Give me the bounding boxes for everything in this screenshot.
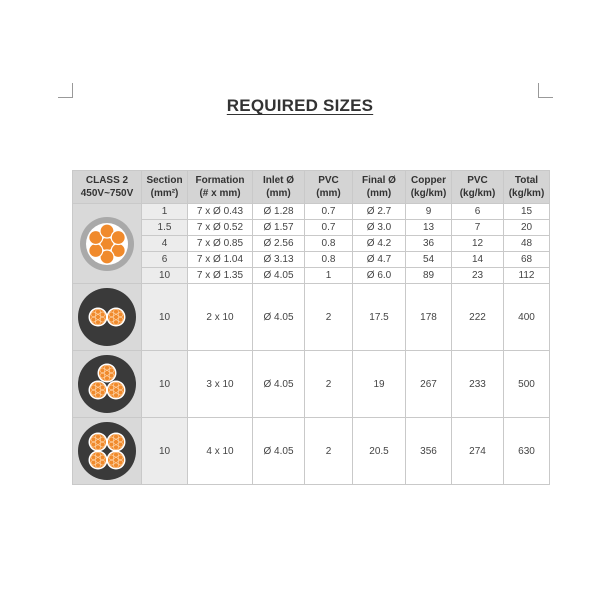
header-line-1: Formation xyxy=(195,175,245,186)
header-line-2: (kg/km) xyxy=(410,188,447,199)
table-cell: 20 xyxy=(504,220,550,236)
table-cell: 20.5 xyxy=(353,418,406,485)
table-cell: Ø 4.2 xyxy=(353,236,406,252)
sizes-table xyxy=(72,170,550,485)
table-cell: 3 x 10 xyxy=(188,351,253,418)
table-row xyxy=(73,252,550,268)
table-cell: 6 xyxy=(452,204,504,220)
table-cell: 0.7 xyxy=(305,220,353,236)
table-cell: Ø 2.56 xyxy=(253,236,305,252)
header-line-1: PVC xyxy=(467,175,488,186)
table-cell: 89 xyxy=(406,268,452,284)
table-cell: 630 xyxy=(504,418,550,485)
table-cell: 9 xyxy=(406,204,452,220)
core-3 xyxy=(107,381,126,400)
table-cell: 222 xyxy=(452,284,504,351)
table-cell: Ø 4.05 xyxy=(253,268,305,284)
section-cell: 10 xyxy=(142,284,188,351)
header-copper xyxy=(406,171,452,204)
header-line-2: (mm²) xyxy=(150,188,179,199)
section-cell: 10 xyxy=(142,351,188,418)
header-row xyxy=(73,171,550,204)
table-cell: 68 xyxy=(504,252,550,268)
core-3 xyxy=(89,451,108,470)
table-row xyxy=(73,268,550,284)
section-cell: 1.5 xyxy=(142,220,188,236)
core-4 xyxy=(107,451,126,470)
table-row xyxy=(73,236,550,252)
table-cell: 7 x Ø 0.85 xyxy=(188,236,253,252)
table-cell: Ø 1.28 xyxy=(253,204,305,220)
header-formation xyxy=(188,171,253,204)
table-cell: 7 x Ø 1.35 xyxy=(188,268,253,284)
table-cell: 17.5 xyxy=(353,284,406,351)
header-final xyxy=(353,171,406,204)
header-total xyxy=(504,171,550,204)
section-cell: 10 xyxy=(142,268,188,284)
table-cell: 7 x Ø 1.04 xyxy=(188,252,253,268)
table-cell: 15 xyxy=(504,204,550,220)
table-row xyxy=(73,418,550,485)
header-inlet xyxy=(253,171,305,204)
table-cell: 274 xyxy=(452,418,504,485)
table-row xyxy=(73,220,550,236)
core-1 xyxy=(89,433,108,452)
page-title: REQUIRED SIZES xyxy=(226,96,374,115)
cable-image-cell xyxy=(73,351,142,418)
table-cell: 267 xyxy=(406,351,452,418)
table-cell: 19 xyxy=(353,351,406,418)
table-row xyxy=(73,284,550,351)
table-cell: 356 xyxy=(406,418,452,485)
table-row xyxy=(73,351,550,418)
core-2 xyxy=(107,433,126,452)
cable-image-cell xyxy=(73,418,142,485)
table-cell: 48 xyxy=(504,236,550,252)
section-cell: 6 xyxy=(142,252,188,268)
table-cell: 178 xyxy=(406,284,452,351)
table-cell: Ø 4.05 xyxy=(253,418,305,485)
header-class xyxy=(73,171,142,204)
table-cell: 2 xyxy=(305,284,353,351)
core-1 xyxy=(89,308,108,327)
table-cell: 112 xyxy=(504,268,550,284)
table-cell: Ø 3.13 xyxy=(253,252,305,268)
header-line-2: (mm) xyxy=(316,188,341,199)
table-cell: 7 xyxy=(452,220,504,236)
table-cell: 23 xyxy=(452,268,504,284)
table-cell: 36 xyxy=(406,236,452,252)
cable-image-cell xyxy=(73,204,142,284)
table-cell: Ø 4.7 xyxy=(353,252,406,268)
core-1 xyxy=(98,364,117,383)
header-section xyxy=(142,171,188,204)
table-cell: 400 xyxy=(504,284,550,351)
table-cell: 4 x 10 xyxy=(188,418,253,485)
header-line-1: Inlet Ø xyxy=(262,175,295,186)
table-cell: Ø 4.05 xyxy=(253,351,305,418)
cable-image-cell xyxy=(73,284,142,351)
core-2 xyxy=(89,381,108,400)
strand-7 xyxy=(111,230,125,244)
header-line-1: PVC xyxy=(318,175,339,186)
table-cell: 2 xyxy=(305,418,353,485)
table-cell: 14 xyxy=(452,252,504,268)
table-cell: 2 x 10 xyxy=(188,284,253,351)
table-cell: Ø 2.7 xyxy=(353,204,406,220)
header-pvc-mm xyxy=(305,171,353,204)
section-cell: 1 xyxy=(142,204,188,220)
header-line-1: Copper xyxy=(411,175,446,186)
table-cell: 7 x Ø 0.52 xyxy=(188,220,253,236)
table-cell: 500 xyxy=(504,351,550,418)
header-line-2: (# x mm) xyxy=(199,188,241,199)
table-cell: 1 xyxy=(305,268,353,284)
header-line-1: CLASS 2 xyxy=(85,175,129,186)
header-line-2: (kg/km) xyxy=(459,188,496,199)
table-cell: 7 x Ø 0.43 xyxy=(188,204,253,220)
section-cell: 4 xyxy=(142,236,188,252)
core-2 xyxy=(107,308,126,327)
header-line-1: Final Ø xyxy=(362,175,396,186)
header-line-1: Total xyxy=(514,175,539,186)
header-line-2: (mm) xyxy=(266,188,291,199)
table-cell: 54 xyxy=(406,252,452,268)
strand-4 xyxy=(89,243,103,257)
table-cell: Ø 3.0 xyxy=(353,220,406,236)
header-line-2: (mm) xyxy=(366,188,392,199)
table-cell: Ø 4.05 xyxy=(253,284,305,351)
seven-strand-conductor-icon xyxy=(77,214,137,274)
table-cell: 0.8 xyxy=(305,236,353,252)
table-cell: 13 xyxy=(406,220,452,236)
header-line-2: (kg/km) xyxy=(508,188,545,199)
section-cell: 10 xyxy=(142,418,188,485)
table-cell: 2 xyxy=(305,351,353,418)
table-cell: Ø 6.0 xyxy=(353,268,406,284)
three-core-cable-icon xyxy=(77,354,137,414)
header-line-2: 450V~750V xyxy=(80,188,134,199)
header-pvc-kgkm xyxy=(452,171,504,204)
table-row xyxy=(73,204,550,220)
table-cell: 0.7 xyxy=(305,204,353,220)
header-line-1: Section xyxy=(146,175,183,186)
table-cell: Ø 1.57 xyxy=(253,220,305,236)
table-cell: 12 xyxy=(452,236,504,252)
four-core-cable-icon xyxy=(77,421,137,481)
two-core-cable-icon xyxy=(77,287,137,347)
table-cell: 0.8 xyxy=(305,252,353,268)
table-cell: 233 xyxy=(452,351,504,418)
